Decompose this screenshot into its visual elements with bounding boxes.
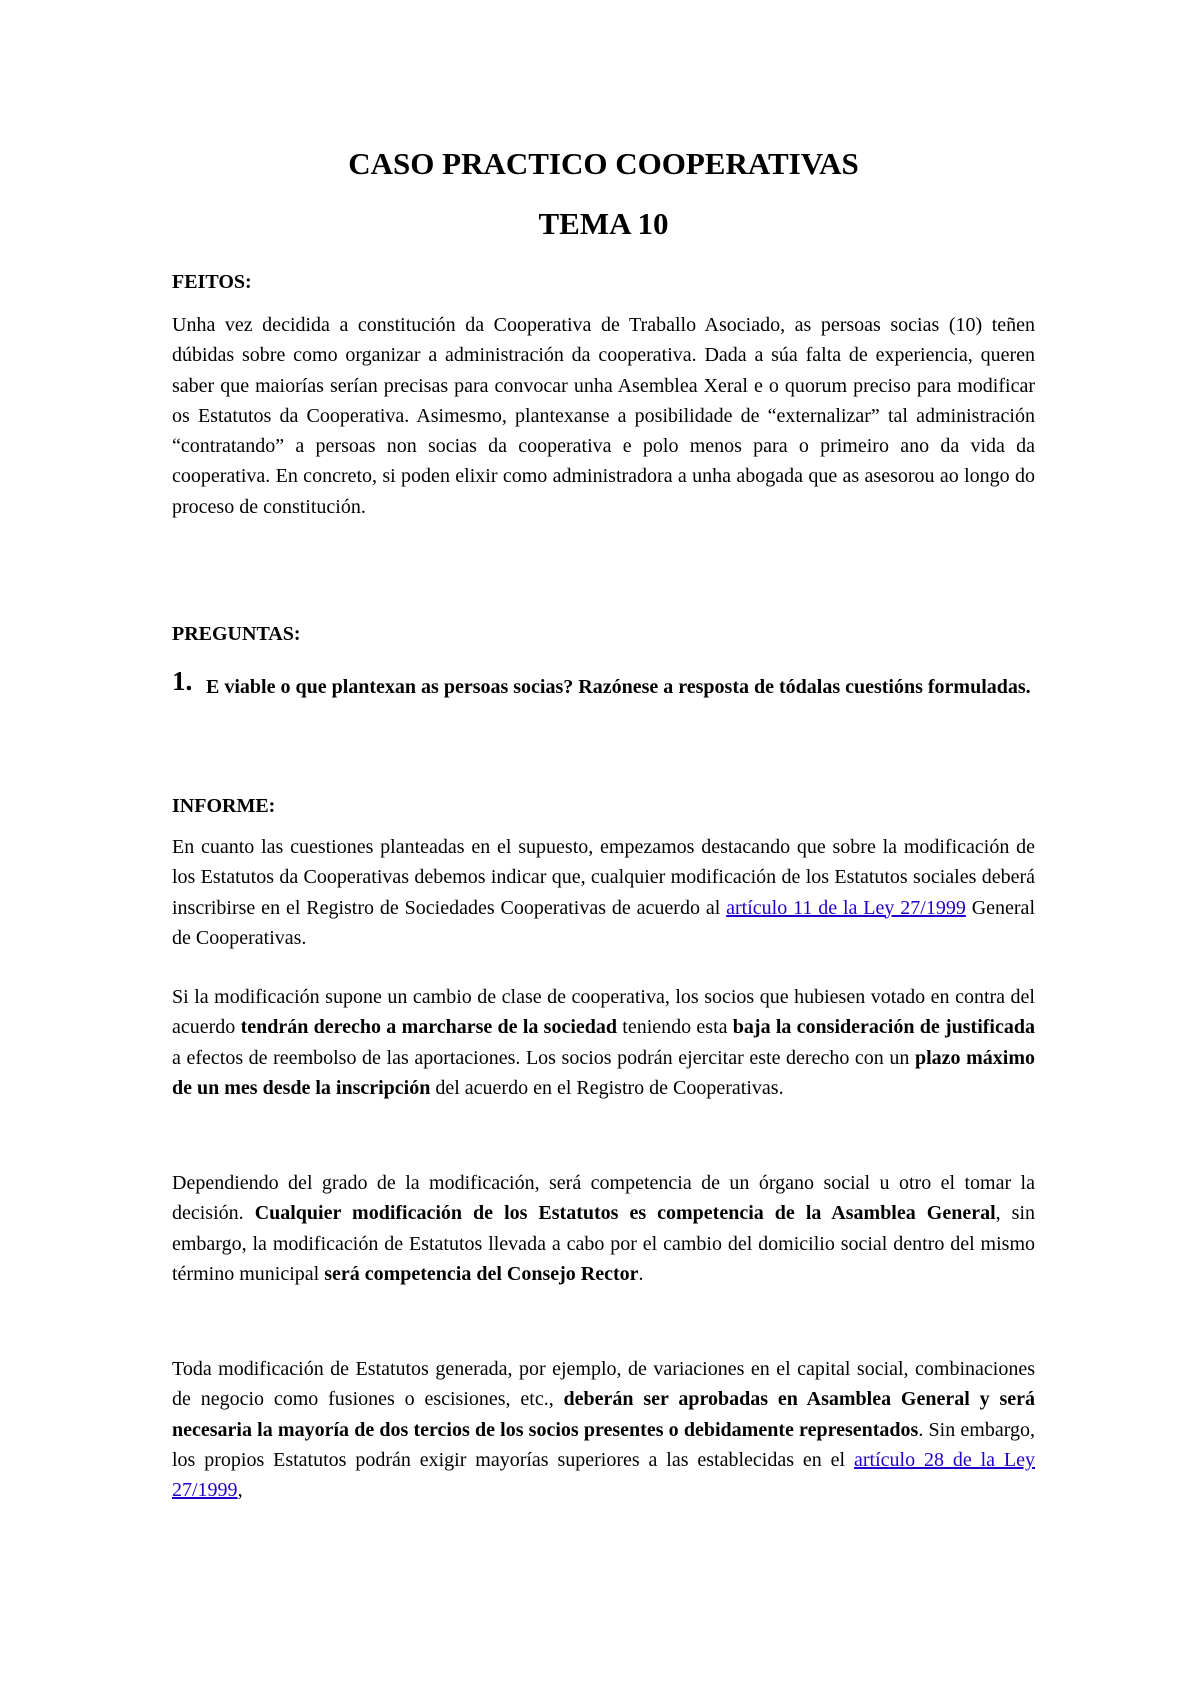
informe-paragraph-4 [172,1354,1035,1505]
informe-p4-text-1: Toda modificación de Estatutos generada, por ejemplo, de variaciones en el capital social, combinaciones de negocio como fusiones o escisiones, etc., [172,1358,1035,1411]
document-title: CASO PRACTICO COOPERATIVAS [348,146,859,181]
informe-paragraph-3 [172,1168,1035,1289]
informe-paragraph-2 [172,982,1035,1103]
informe-p3-text-1: Dependiendo del grado de la modificación, será competencia de un órgano social u otro el tomar la decisión. [172,1172,1035,1225]
question-text: E viable o que plantexan as persoas socias? Razónese a resposta de tódalas cuestións formuladas. [206,676,1031,698]
informe-p2-bold-3: plazo máximo de un mes desde la inscripción [172,1046,1035,1099]
ley-article-11-link[interactable]: artículo 11 de la Ley 27/1999 [726,896,966,919]
informe-p3-text-3: . [638,1262,644,1285]
informe-p2-text-4: del acuerdo en el Registro de Cooperativas. [430,1076,784,1099]
informe-p4-text-3: , [237,1479,243,1502]
question-item [172,666,1035,702]
question-number: 1. [172,666,193,696]
informe-p2-text-1: Si la modificación supone un cambio de clase de cooperativa, los socios que hubiesen votado en contra del acuerdo [172,986,1035,1039]
informe-heading: INFORME: [172,795,276,817]
informe-p4-bold-1: deberán ser aprobadas en Asamblea General y será necesaria la mayoría de dos tercios de los socios presentes o debidamente representados [172,1388,1035,1441]
preguntas-heading: PREGUNTAS: [172,623,301,645]
informe-p3-text-2: , sin embargo, la modificación de Estatutos llevada a cabo por el cambio del domicilio social dentro del mismo término municipal [172,1202,1036,1285]
informe-paragraph-1 [172,832,1035,953]
informe-p2-bold-1: tendrán derecho a marcharse de la sociedad [240,1016,617,1039]
informe-p1-text-after: General de Cooperativas. [172,896,1035,949]
informe-p3-bold-2: será competencia del Consejo Rector [324,1262,639,1285]
informe-p3-bold-1: Cualquier modificación de los Estatutos es competencia de la Asamblea General [254,1202,996,1225]
informe-p2-text-2: teniendo esta [617,1016,733,1039]
informe-p2-text-3: a efectos de reembolso de las aportaciones. Los socios podrán ejercitar este derecho con un [172,1046,915,1069]
informe-p4-text-2: . Sin embargo, los propios Estatutos podrán exigir mayorías superiores a las establecidas en el [172,1418,1036,1471]
ley-article-28-link[interactable]: artículo 28 de la Ley 27/1999 [172,1448,1035,1502]
feitos-heading: FEITOS: [172,271,252,293]
feitos-paragraph: Unha vez decidida a constitución da Cooperativa de Traballo Asociado, as persoas socias (10) teñen dúbidas sobre como organizar a administración da cooperativa. Dada a súa falta de experiencia, queren saber que maiorías serían precisas para convocar unha Asemblea Xeral e o quorum preciso para modificar os Estatutos da Cooperativa. Asimesmo, plantexanse a posibilidade de “externalizar” tal administración “contratando” a persoas non socias da cooperativa e polo menos para o primeiro ano da vida da cooperativa. En concreto, si poden elixir como administradora a unha abogada que as asesorou ao longo do proceso de constitución. [172,314,1035,518]
document-subtitle: TEMA 10 [538,206,669,241]
informe-p2-bold-2: baja la consideración de justificada [732,1016,1035,1039]
informe-p1-text-before: En cuanto las cuestiones planteadas en el supuesto, empezamos destacando que sobre la modificación de los Estatutos da Cooperativas debemos indicar que, cualquier modificación de los Estatutos sociales deberá inscribirse en el Registro de Sociedades Cooperativas de acuerdo al [172,836,1035,919]
